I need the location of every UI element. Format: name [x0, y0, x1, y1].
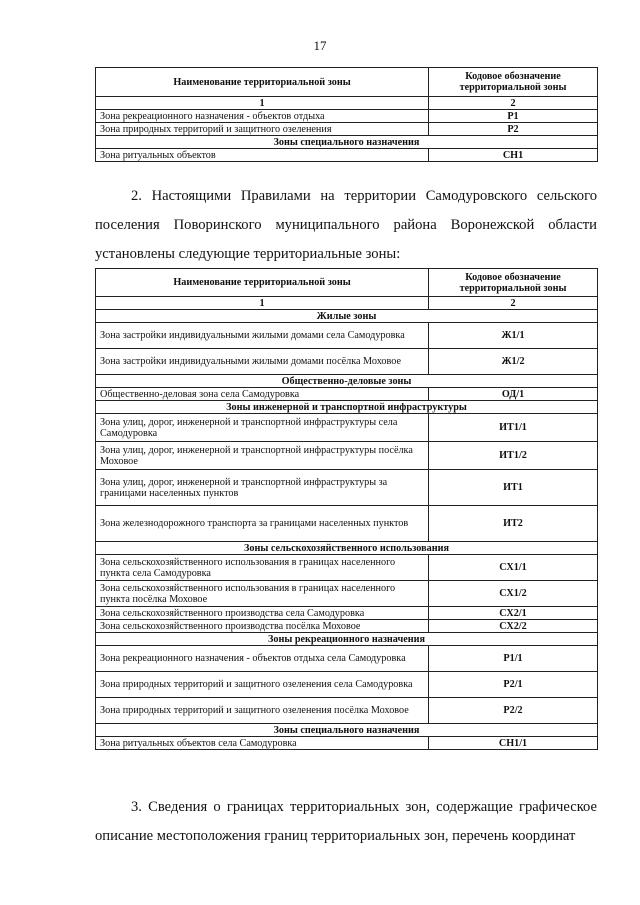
- column-number-row: [96, 97, 598, 110]
- column-number-2: 2: [429, 97, 598, 110]
- group-row: [96, 633, 598, 646]
- group-title: Зоны специального назначения: [96, 136, 598, 149]
- zone-name: Зона сельскохозяйственного использования в границах населенного пункта посёлка Моховое: [96, 581, 429, 607]
- zone-name: Зона железнодорожного транспорта за границами населенных пунктов: [96, 506, 429, 542]
- zone-name: Зона сельскохозяйственного производства села Самодуровка: [96, 607, 429, 620]
- table-row: [96, 388, 598, 401]
- zone-code: СХ2/1: [429, 607, 598, 620]
- table-row: [96, 349, 598, 375]
- table-row: [96, 506, 598, 542]
- header-zone-code: Кодовое обозначение территориальной зоны: [429, 269, 598, 297]
- zone-name: Зона улиц, дорог, инженерной и транспортной инфраструктуры посёлка Моховое: [96, 442, 429, 470]
- zone-name: Зона ритуальных объектов села Самодуровка: [96, 737, 429, 750]
- zone-code: Ж1/1: [429, 323, 598, 349]
- zone-code: СХ2/2: [429, 620, 598, 633]
- group-row: [96, 375, 598, 388]
- zone-code: Р2/2: [429, 698, 598, 724]
- zone-name: Зона ритуальных объектов: [96, 149, 429, 162]
- group-row: [96, 136, 598, 149]
- paragraph-2: 2. Настоящими Правилами на территории Самодуровского сельского поселения Поворинского муниципального района Воронежской области установлены следующие территориальные зоны:: [95, 188, 597, 262]
- zone-name: Зона застройки индивидуальными жилыми домами посёлка Моховое: [96, 349, 429, 375]
- zone-code: ИТ2: [429, 506, 598, 542]
- group-row: [96, 542, 598, 555]
- column-number-1: 1: [96, 97, 429, 110]
- zone-code: СХ1/2: [429, 581, 598, 607]
- paragraph-3: 3. Сведения о границах территориальных зон, содержащие графическое описание местоположения границ территориальных зон, перечень координат: [95, 799, 597, 844]
- table-row: [96, 620, 598, 633]
- table-header-row: [96, 269, 598, 297]
- table-row: [96, 470, 598, 506]
- zone-name: Зона сельскохозяйственного использования в границах населенного пункта села Самодуровка: [96, 555, 429, 581]
- table-row: [96, 323, 598, 349]
- zones-table: [95, 268, 598, 750]
- header-zone-name: Наименование территориальной зоны: [96, 269, 429, 297]
- zone-code: Р1/1: [429, 646, 598, 672]
- zone-code: Р2: [429, 123, 598, 136]
- group-title: Общественно-деловые зоны: [96, 375, 598, 388]
- zone-name: Зона сельскохозяйственного производства посёлка Моховое: [96, 620, 429, 633]
- table-row: [96, 414, 598, 442]
- zone-name: Зона застройки индивидуальными жилыми домами села Самодуровка: [96, 323, 429, 349]
- zone-name: Зона природных территорий и защитного озеленения посёлка Моховое: [96, 698, 429, 724]
- zone-code: Р1: [429, 110, 598, 123]
- header-zone-code: Кодовое обозначение территориальной зоны: [429, 68, 598, 97]
- zones-table-continued: [95, 67, 598, 162]
- group-title: Жилые зоны: [96, 310, 598, 323]
- zone-code: ИТ1: [429, 470, 598, 506]
- zone-code: СН1/1: [429, 737, 598, 750]
- table-row: [96, 581, 598, 607]
- table-header-row: [96, 68, 598, 97]
- zone-code: Р2/1: [429, 672, 598, 698]
- zone-code: СН1: [429, 149, 598, 162]
- table-row: [96, 607, 598, 620]
- group-row: [96, 724, 598, 737]
- group-title: Зоны рекреационного назначения: [96, 633, 598, 646]
- column-number-2: 2: [429, 297, 598, 310]
- table-row: [96, 123, 598, 136]
- group-title: Зоны инженерной и транспортной инфраструктуры: [96, 401, 598, 414]
- zone-code: Ж1/2: [429, 349, 598, 375]
- column-number-1: 1: [96, 297, 429, 310]
- group-title: Зоны специального назначения: [96, 724, 598, 737]
- zone-name: Общественно-деловая зона села Самодуровка: [96, 388, 429, 401]
- zone-name: Зона улиц, дорог, инженерной и транспортной инфраструктуры села Самодуровка: [96, 414, 429, 442]
- group-row: [96, 401, 598, 414]
- table-row: [96, 110, 598, 123]
- zone-code: ИТ1/1: [429, 414, 598, 442]
- zone-code: ОД/1: [429, 388, 598, 401]
- table-row: [96, 698, 598, 724]
- zone-name: Зона рекреационного назначения - объектов отдыха села Самодуровка: [96, 646, 429, 672]
- table-row: [96, 149, 598, 162]
- zone-code: ИТ1/2: [429, 442, 598, 470]
- zone-code: СХ1/1: [429, 555, 598, 581]
- group-row: [96, 310, 598, 323]
- group-title: Зоны сельскохозяйственного использования: [96, 542, 598, 555]
- column-number-row: [96, 297, 598, 310]
- zone-name: Зона рекреационного назначения - объектов отдыха: [96, 110, 429, 123]
- page-number: 17: [313, 38, 327, 53]
- header-zone-name: Наименование территориальной зоны: [96, 68, 429, 97]
- table-row: [96, 737, 598, 750]
- table-row: [96, 442, 598, 470]
- table-row: [96, 646, 598, 672]
- zone-name: Зона улиц, дорог, инженерной и транспортной инфраструктуры за границами населенных пунктов: [96, 470, 429, 506]
- table-row: [96, 555, 598, 581]
- zone-name: Зона природных территорий и защитного озеленения: [96, 123, 429, 136]
- zone-name: Зона природных территорий и защитного озеленения села Самодуровка: [96, 672, 429, 698]
- table-row: [96, 672, 598, 698]
